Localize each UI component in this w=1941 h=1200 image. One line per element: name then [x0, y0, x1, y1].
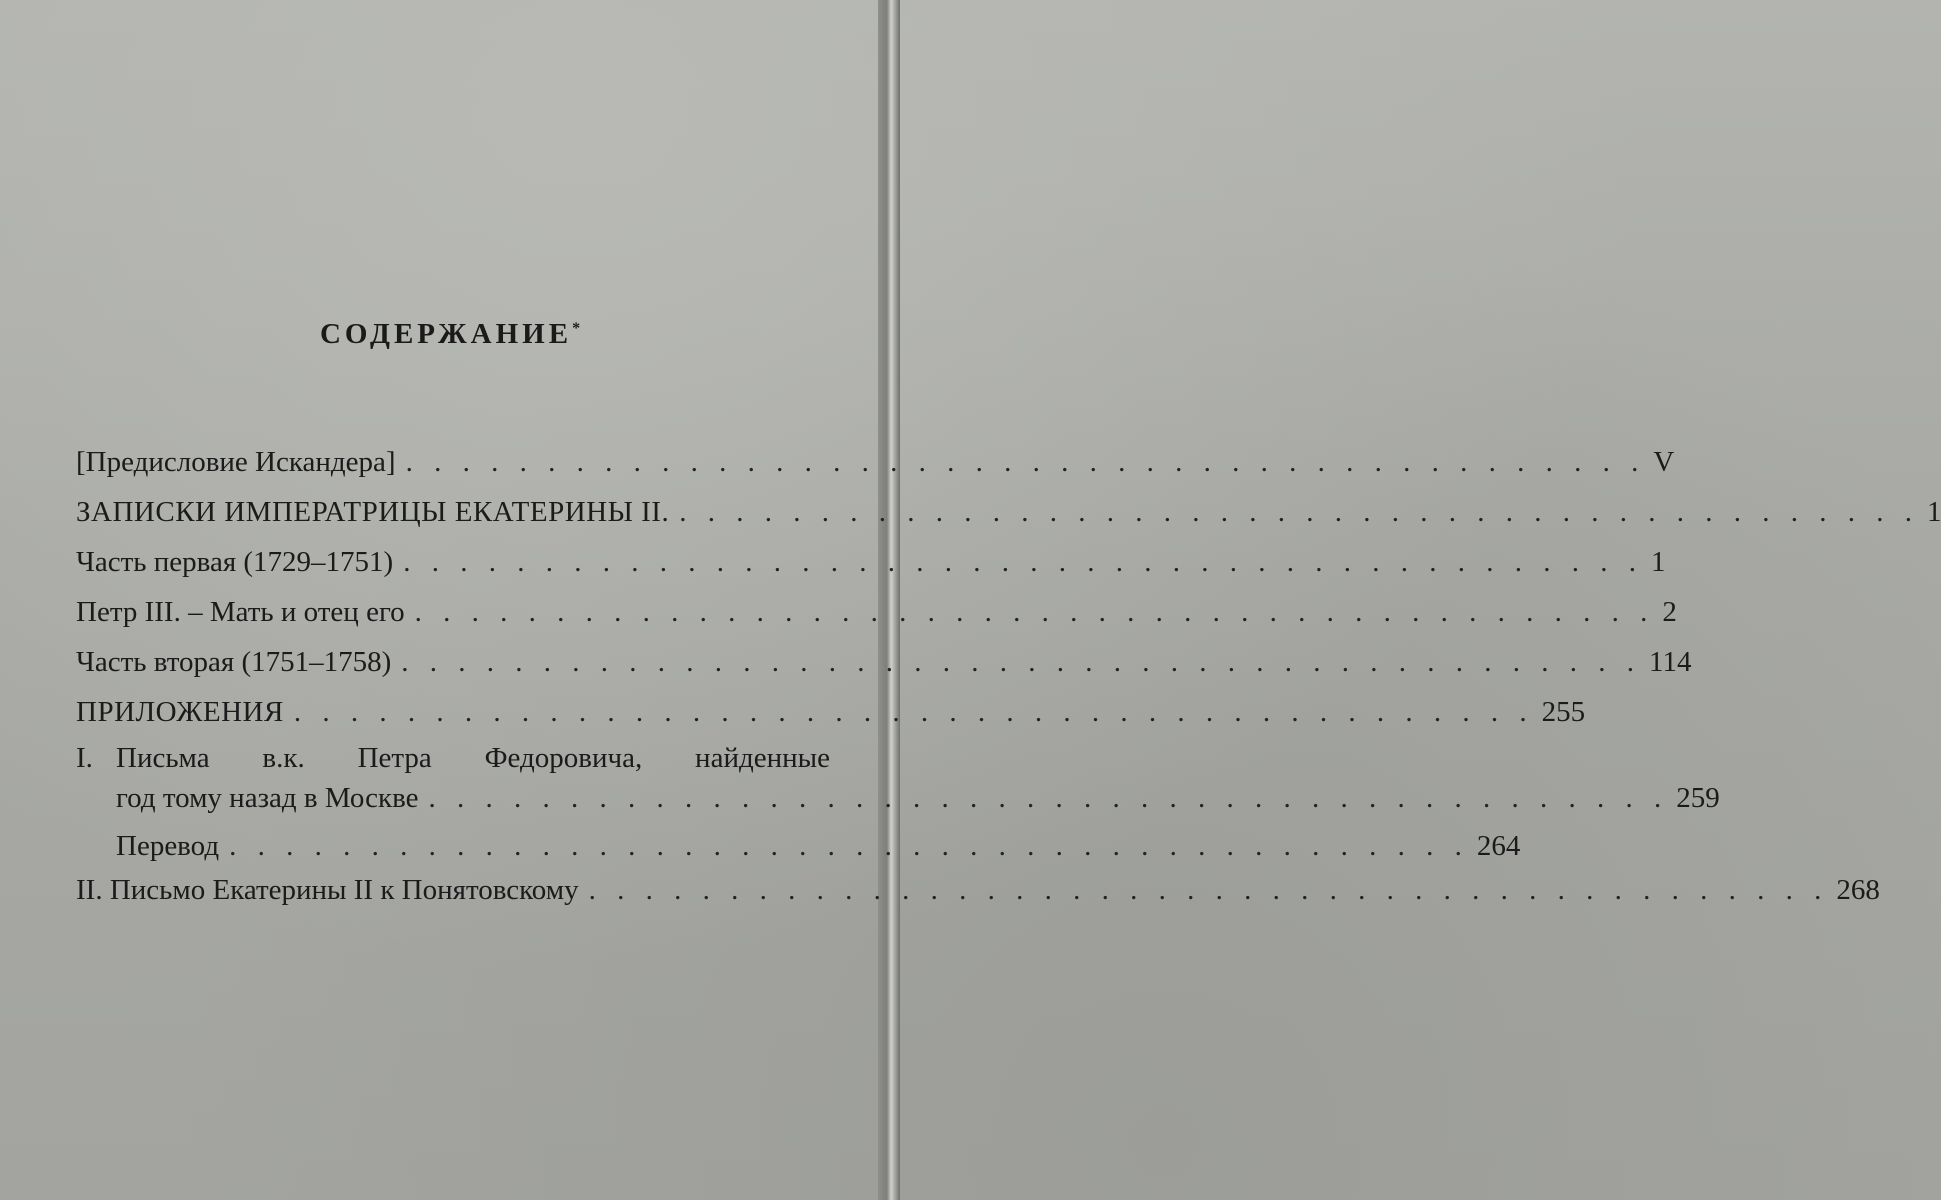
toc-entry-memoirs — [76, 490, 1941, 534]
toc-page-number: 114 — [1649, 646, 1692, 678]
title-footnote-mark: * — [572, 320, 581, 337]
title-text: СОДЕРЖАНИЕ — [319, 318, 573, 350]
toc-label: ЗАПИСКИ ИМПЕРАТРИЦЫ ЕКАТЕРИНЫ II. — [76, 496, 670, 528]
toc-label: ПРИЛОЖЕНИЯ — [76, 696, 284, 728]
dot-leader: . . . . . . . . . . . . . . . . . . . . . . . . . . . . . . . . . . . . . . . . . . . . — [414, 596, 1655, 628]
toc-entry-letter-poniatowski — [76, 868, 1880, 912]
toc-page-number: 268 — [1836, 874, 1880, 906]
toc-entry-preface — [76, 440, 1675, 484]
toc-label: Перевод — [116, 830, 220, 862]
dot-leader: . . . . . . . . . . . . . . . . . . . . . . . . . . . . . . . . . . . . . . . . . . . . — [401, 646, 1642, 678]
toc-entry-number: I. — [76, 742, 93, 774]
toc-label: [Предисловие Искандера] — [76, 446, 396, 478]
toc-label: Часть первая (1729–1751) — [76, 546, 394, 578]
dot-leader: . . . . . . . . . . . . . . . . . . . . . . . . . . . . . . . . . . . . . . . . . . . . — [405, 446, 1646, 478]
dot-leader: . . . . . . . . . . . . . . . . . . . . . . . . . . . . . . . . . . . . . . . . . . . . — [229, 830, 1469, 862]
toc-label: Петр III. – Мать и отец его — [76, 596, 405, 628]
toc-label: Часть вторая (1751–1758) — [76, 646, 392, 678]
dot-leader: . . . . . . . . . . . . . . . . . . . . . . . . . . . . . . . . . . . . . . . . . . . . — [679, 496, 1919, 528]
dot-leader: . . . . . . . . . . . . . . . . . . . . . . . . . . . . . . . . . . . . . . . . . . . . — [588, 874, 1829, 906]
toc-entry-first-line — [76, 738, 830, 778]
toc-page-number: 255 — [1541, 696, 1586, 728]
table-of-contents — [76, 440, 1941, 912]
toc-entry-appendix — [76, 690, 1586, 734]
toc-entry-letters-peter — [76, 738, 1720, 818]
toc-label: II. Письмо Екатерины II к Понятовскому — [76, 874, 579, 906]
toc-page-number: 1 — [1650, 546, 1666, 578]
toc-page-number: 264 — [1476, 830, 1521, 862]
toc-page-number: 1 — [1926, 496, 1941, 528]
toc-page-number: V — [1653, 446, 1675, 478]
toc-page-number: 2 — [1662, 596, 1677, 628]
toc-page-number: 259 — [1676, 782, 1720, 814]
toc-entry-peter — [76, 590, 1677, 634]
dot-leader: . . . . . . . . . . . . . . . . . . . . . . . . . . . . . . . . . . . . . . . . . . . . — [428, 782, 1669, 814]
toc-entry-translation — [76, 824, 1521, 868]
toc-label: Письма в.к. Петра Федоровича, найденные — [116, 742, 830, 774]
dot-leader: . . . . . . . . . . . . . . . . . . . . . . . . . . . . . . . . . . . . . . . . . . . . — [293, 696, 1534, 728]
toc-entry-part-one — [76, 540, 1666, 584]
toc-label-continued: год тому назад в Москве — [116, 782, 419, 814]
dot-leader: . . . . . . . . . . . . . . . . . . . . . . . . . . . . . . . . . . . . . . . . . . . . — [403, 546, 1643, 578]
page-title — [0, 318, 900, 351]
toc-entry-part-two — [76, 640, 1692, 684]
toc-entry-second-line — [76, 778, 1720, 818]
